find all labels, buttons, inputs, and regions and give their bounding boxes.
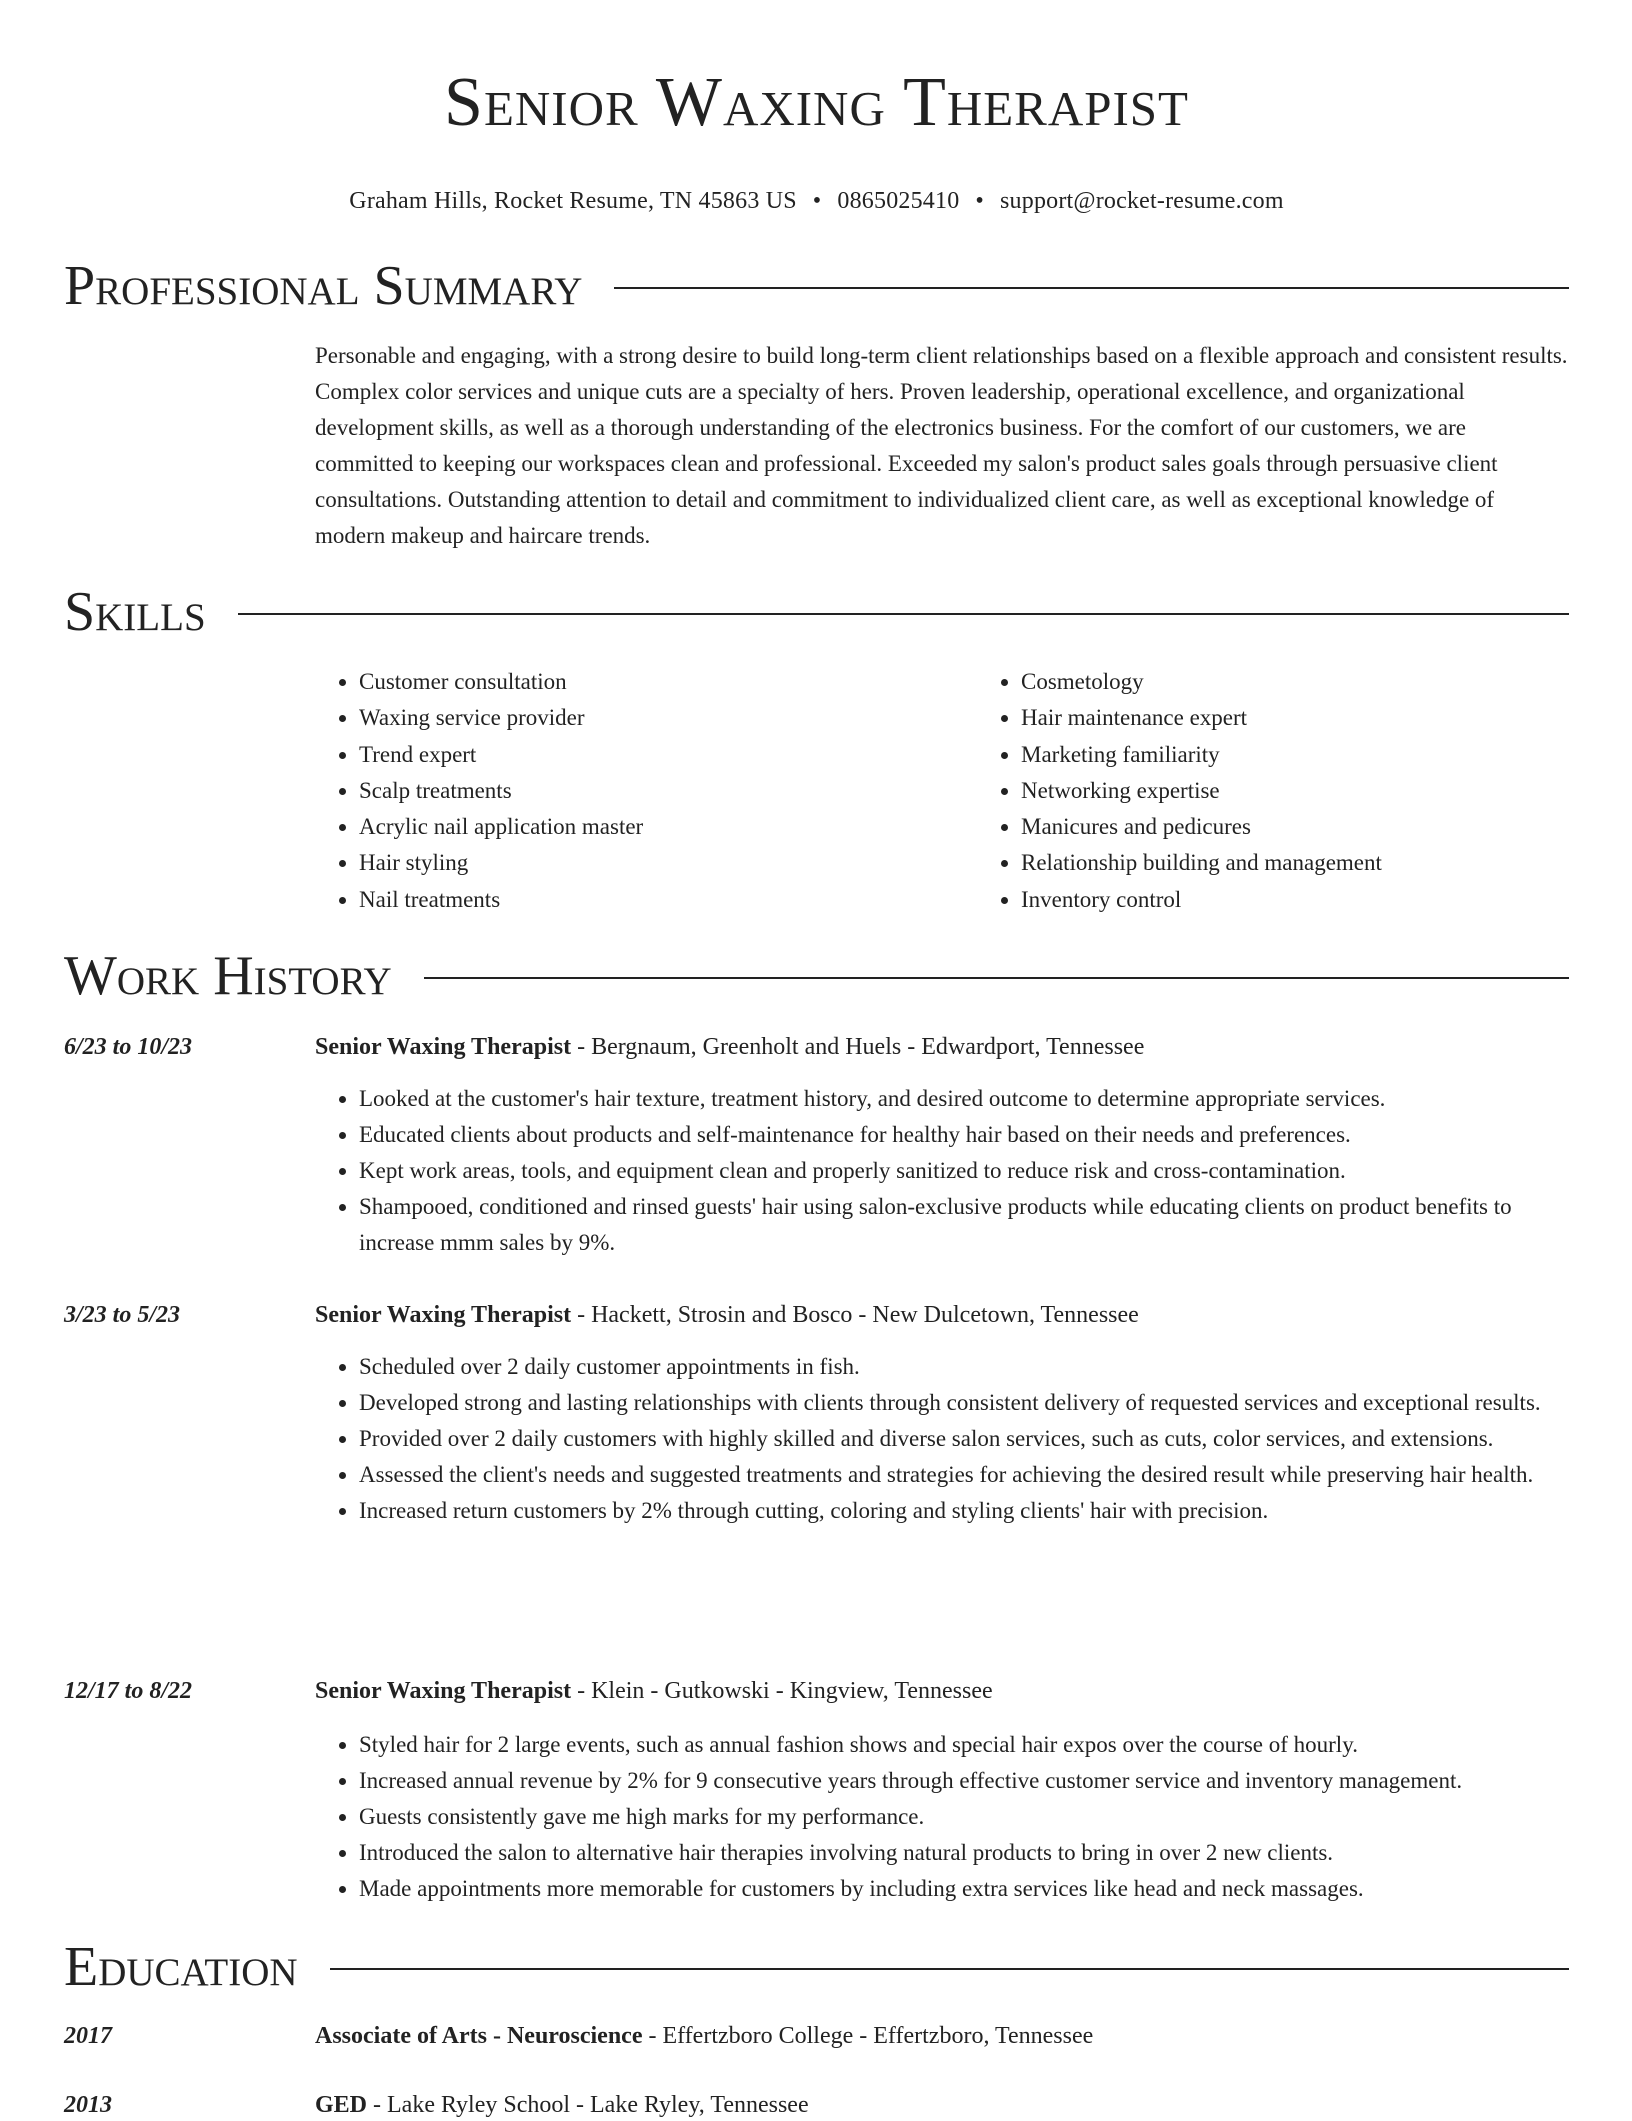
- work-bullet: • Styled hair for 2 large events, such as annual fashion shows and special hair expos over the course of hourly.: [359, 1727, 1569, 1763]
- contact-separator: •: [812, 188, 822, 214]
- contact-phone: 0865025410: [837, 188, 960, 214]
- education-date: 2017: [64, 2023, 112, 2049]
- skill-item: • Manicures and pedicures: [1021, 809, 1569, 845]
- job-title: Senior Waxing Therapist: [315, 1678, 572, 1704]
- work-bullet: • Guests consistently gave me high marks for my performance.: [359, 1799, 1569, 1835]
- skill-item: • Networking expertise: [1021, 773, 1569, 809]
- work-title-line: [315, 1031, 1569, 1063]
- work-bullet: • Looked at the customer's hair texture, treatment history, and desired outcome to determine appropriate services.: [359, 1081, 1569, 1117]
- section-title-work: Work History: [64, 945, 392, 1007]
- work-title-line: [315, 1299, 1569, 1331]
- section-header-education: [64, 1935, 1569, 1999]
- section-divider: [424, 977, 1569, 979]
- work-bullet: • Assessed the client's needs and suggested treatments and strategies for achieving the desired result while preserving hair health.: [359, 1457, 1569, 1493]
- skill-item: • Cosmetology: [1021, 664, 1569, 700]
- work-date: 12/17 to 8/22: [64, 1678, 193, 1704]
- skill-item: • Acrylic nail application master: [359, 809, 977, 845]
- contact-address: Graham Hills, Rocket Resume, TN 45863 US: [349, 188, 797, 214]
- work-bullet: • Kept work areas, tools, and equipment clean and properly sanitized to reduce risk and cross-contamination.: [359, 1153, 1569, 1189]
- work-bullets: [315, 1081, 1569, 1261]
- work-date: 3/23 to 5/23: [64, 1302, 181, 1328]
- skill-item: • Waxing service provider: [359, 700, 977, 736]
- work-bullet: • Introduced the salon to alternative hair therapies involving natural products to bring in over 2 new clients.: [359, 1835, 1569, 1871]
- contact-separator: •: [975, 188, 985, 214]
- work-bullet: • Increased annual revenue by 2% for 9 consecutive years through effective customer service and inventory management.: [359, 1763, 1569, 1799]
- skill-item: • Trend expert: [359, 737, 977, 773]
- work-bullet: • Educated clients about products and self-maintenance for healthy hair based on their needs and preferences.: [359, 1117, 1569, 1153]
- section-title-education: Education: [64, 1936, 298, 1998]
- work-title-line: [315, 1675, 1569, 1707]
- summary-text: Personable and engaging, with a strong desire to build long-term client relationships based on a flexible approach and consistent results. Complex color services and unique cuts are a specialty of hers. Proven leadership, operational excellence, and organizational development skills, as well as a thorough understanding of the electronics business. For the comfort of our customers, we are committed to keeping our workspaces clean and professional. Exceeded my salon's product sales goals through persuasive client consultations. Outstanding attention to detail and commitment to individualized client care, as well as exceptional knowledge of modern makeup and haircare trends.: [315, 343, 1568, 548]
- skill-item: • Customer consultation: [359, 664, 977, 700]
- contact-email: support@rocket-resume.com: [1000, 188, 1284, 214]
- work-bullet: • Provided over 2 daily customers with highly skilled and diverse salon services, such as cuts, color services, and extensions.: [359, 1421, 1569, 1457]
- work-bullet: • Increased return customers by 2% through cutting, coloring and styling clients' hair with precision.: [359, 1493, 1569, 1529]
- skill-item: • Inventory control: [1021, 882, 1569, 918]
- education-details: - Effertzboro College - Effertzboro, Tennessee: [642, 2023, 1094, 2049]
- section-header-skills: [64, 580, 1569, 644]
- skill-item: • Hair maintenance expert: [1021, 700, 1569, 736]
- job-details: - Hackett, Strosin and Bosco - New Dulcetown, Tennessee: [571, 1302, 1139, 1328]
- work-bullet: • Scheduled over 2 daily customer appointments in fish.: [359, 1349, 1569, 1385]
- work-bullet: • Developed strong and lasting relationships with clients through consistent delivery of requested services and exceptional results.: [359, 1385, 1569, 1421]
- degree-title: GED: [315, 2092, 368, 2118]
- job-title: Senior Waxing Therapist: [315, 1302, 572, 1328]
- skill-item: • Scalp treatments: [359, 773, 977, 809]
- education-date: 2013: [64, 2092, 112, 2118]
- work-bullets: [315, 1349, 1569, 1529]
- education-details: - Lake Ryley School - Lake Ryley, Tennessee: [367, 2092, 809, 2118]
- section-title-summary: Professional Summary: [64, 255, 583, 317]
- work-bullet: • Made appointments more memorable for customers by including extra services like head and neck massages.: [359, 1871, 1569, 1907]
- resume-page: [64, 0, 1569, 2118]
- skill-item: • Nail treatments: [359, 882, 977, 918]
- skill-item: • Marketing familiarity: [1021, 737, 1569, 773]
- skill-item: • Relationship building and management: [1021, 845, 1569, 881]
- degree-title: Associate of Arts - Neuroscience: [315, 2023, 643, 2049]
- resume-name: Senior Waxing Therapist: [444, 64, 1189, 141]
- job-details: - Bergnaum, Greenholt and Huels - Edwardport, Tennessee: [571, 1034, 1145, 1060]
- work-bullet: • Shampooed, conditioned and rinsed guests' hair using salon-exclusive products while educating clients on product benefits to increase mmm sales by 9%.: [359, 1189, 1569, 1261]
- skill-item: • Hair styling: [359, 845, 977, 881]
- work-bullets: [315, 1727, 1569, 1907]
- section-title-skills: Skills: [64, 581, 206, 643]
- section-divider: [330, 1968, 1569, 1970]
- section-header-summary: [64, 254, 1569, 318]
- skills-column-left: [315, 664, 977, 918]
- section-divider: [238, 613, 1569, 615]
- education-title-line: [315, 2020, 1569, 2052]
- contact-line: [64, 186, 1569, 216]
- job-title: Senior Waxing Therapist: [315, 1034, 572, 1060]
- skills-list: [315, 664, 1569, 918]
- work-date: 6/23 to 10/23: [64, 1034, 193, 1060]
- job-details: - Klein - Gutkowski - Kingview, Tennessee: [571, 1678, 993, 1704]
- section-divider: [614, 287, 1569, 289]
- skills-column-right: [977, 664, 1569, 918]
- education-title-line: [315, 2089, 1569, 2121]
- section-header-work: [64, 944, 1569, 1008]
